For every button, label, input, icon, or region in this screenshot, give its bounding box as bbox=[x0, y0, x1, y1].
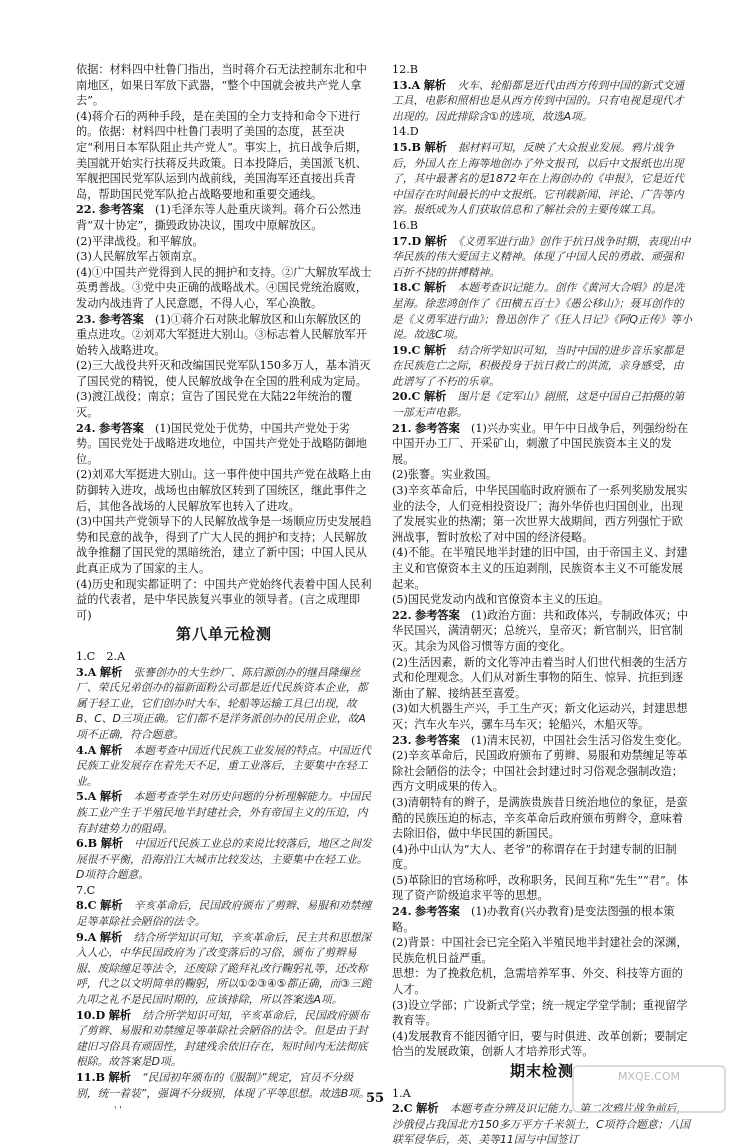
answer-line: (2)张謇。实业救国。 bbox=[392, 468, 498, 482]
question-number: 21. bbox=[392, 420, 412, 435]
answer-line: 1.A bbox=[392, 1086, 411, 1100]
analysis-tag: 解析 bbox=[424, 139, 447, 154]
footer-mark: ' ' bbox=[114, 1106, 122, 1116]
answer-line: 思想：为了挽救危机，急需培养军事、外交、科技等方面的人才。 bbox=[392, 967, 683, 997]
question-number: 2.C bbox=[392, 1101, 413, 1116]
reference-answer-tag: 参考答案 bbox=[415, 904, 460, 919]
answer-item bbox=[76, 202, 372, 233]
reference-answer-tag: 参考答案 bbox=[415, 420, 460, 435]
answer-line: (2)辛亥革命后，民国政府颁布了剪辫、易服和劝禁缠足等革除社会陋俗的法令；中国社会封建过时习俗观念强制改造；西方文明成果的传入。 bbox=[392, 749, 688, 794]
item-body: (1)①蒋介石对陕北解放区和山东解放区的重点进攻。②刘邓大军挺进大别山。③标志着人民解放军开始转入战略进攻。 bbox=[76, 312, 367, 357]
item-body: 结合所学知识可知，辛亥革命后，民主共和思想深入人心，中华民国政府为了改变落后的习俗，颁布了剪辫易服、废除缠足等法令，还废除了跪拜礼改行鞠躬礼等，还改称呼，代之以文明简单的鞠躬，所以①②③④⑤都正确，而③三跪九叩之礼不是民国时期的，应该排除，所以答案选A项。 bbox=[76, 930, 372, 1007]
analysis-tag: 解析 bbox=[423, 280, 447, 295]
analysis-item bbox=[76, 836, 372, 883]
item-body: 中国近代民族工业总的来说比较落后，地区之间发展很不平衡，沿海沿江大城市比较发达，主要集中在轻工业。D项符合题意。 bbox=[76, 837, 372, 882]
item-body: (1)兴办实业。甲午中日战争后，列强纷纷在中国开办工厂、开采矿山，刺激了中国民族资本主义的发展。 bbox=[392, 421, 689, 466]
analysis-tag: 解析 bbox=[99, 929, 123, 944]
watermark-text: MXQE.COM bbox=[618, 1070, 680, 1083]
reference-answer-tag: 参考答案 bbox=[99, 311, 144, 326]
answer-line: 1.C 2.A bbox=[76, 649, 126, 663]
item-body: 火车、轮船都是近代由西方传到中国的新式交通工具，电影和照相也是从西方传到中国的。只有电视是现代才出现的。因此排除含①的选项，故选A项。 bbox=[392, 78, 685, 123]
question-number: 15.B bbox=[392, 139, 421, 154]
reference-answer-tag: 参考答案 bbox=[415, 607, 460, 622]
item-body: (1)国民党处于优势，中国共产党处于劣势。国民党处于战略进攻地位，中国共产党处于战略防御地位。 bbox=[76, 421, 367, 466]
question-number: 6.B bbox=[76, 836, 98, 851]
question-number: 20.C bbox=[392, 389, 421, 404]
question-number: 11.B bbox=[76, 1070, 105, 1084]
analysis-tag: 解析 bbox=[416, 1101, 439, 1116]
answer-line: (4)蒋介石的两种手段，是在美国的全力支持和命令下进行的。依据：材料四中杜鲁门表明了美国的态度，甚至决定“利用日本军队阻止共产党人”。事实上，抗日战争后期，美国就开始实行扶蒋反共政策。日本投降后，美国派飞机、军舰把国民党军队运到内战前线，美国海军还直接出兵青岛，帮助国民党军队抢占战略要地和重要交通线。 bbox=[76, 109, 368, 201]
analysis-item bbox=[392, 389, 692, 420]
analysis-tag: 解析 bbox=[423, 77, 447, 92]
item-body: 本题考查学生对历史问题的分析理解能力。中国民族工业产生于半殖民地半封建社会，外有帝国主义的压迫，内有封建势力的阻碍。 bbox=[76, 790, 372, 835]
answer-line: (4)不能。在半殖民地半封建的旧中国，由于帝国主义、封建主义和官僚资本主义的压迫剥削，民族资本主义不可能发展起来。 bbox=[392, 546, 688, 591]
item-body: 本题考查分辨及识记能力。第二次鸦片战争前后，沙俄侵占我国北方150多万平方千米领土，C项符合题意；八国联军侵华后，英、美等11国与中国签订 bbox=[392, 1102, 691, 1147]
question-number: 24. bbox=[76, 420, 96, 435]
answer-line: (3)辛亥革命后，中华民国临时政府颁布了一系列奖励发展实业的法令，人们竞相投资设厂；海外华侨也归国创业，出现了发展实业的热潮；第一次世界大战期间，西方列强忙于欧洲战事，暂时放松了对中国的经济侵略。 bbox=[392, 484, 688, 544]
question-number: 4.A bbox=[76, 742, 97, 757]
analysis-tag: 解析 bbox=[108, 1070, 131, 1084]
item-body: 本题考查中国近代民族工业发展的特点。中国近代民族工业发展存在着先天不足，重工业落后，主要集中在轻工业。 bbox=[76, 743, 372, 788]
answer-line: (3)中国共产党领导下的人民解放战争是一场顺应历史发展趋势和民意的战争，得到了广大人民的拥护和支持；人民解放战争推翻了国民党的黑暗统治，建立了新中国；中国人民从此真正成为了国家的主人。 bbox=[76, 515, 372, 575]
reference-answer-tag: 参考答案 bbox=[99, 202, 144, 217]
answer-line: 7.C bbox=[76, 883, 96, 897]
analysis-tag: 解析 bbox=[100, 898, 123, 913]
question-number: 5.A bbox=[76, 789, 97, 804]
analysis-item bbox=[76, 898, 372, 929]
analysis-item bbox=[76, 789, 372, 836]
analysis-tag: 解析 bbox=[424, 233, 448, 248]
reference-answer-tag: 参考答案 bbox=[415, 732, 460, 747]
answer-line: (4)①中国共产党得到人民的拥护和支持。②广大解放军战士英勇善战。③党中央正确的战略战术。④国民党统治腐败，发动内战违背了人民意愿，不得人心，军心涣散。 bbox=[76, 265, 372, 310]
left-column bbox=[76, 62, 372, 1101]
answer-line: (4)发展教育不能因循守旧，要与时俱进、改革创新；要制定恰当的发展政策，创新人才培养形式等。 bbox=[392, 1029, 688, 1059]
analysis-item bbox=[392, 234, 692, 281]
answer-line: (4)孙中山认为“大人、老爷”的称谓存在于封建专制的旧制度。 bbox=[392, 842, 677, 872]
analysis-tag: 解析 bbox=[100, 836, 124, 851]
analysis-item bbox=[76, 1008, 372, 1070]
analysis-item bbox=[392, 140, 692, 218]
analysis-item bbox=[76, 743, 372, 790]
analysis-item bbox=[392, 280, 692, 342]
answer-line: 16.B bbox=[392, 218, 419, 232]
answer-item bbox=[392, 421, 692, 468]
item-body: 辛亥革命后，民国政府颁布了剪辫、易服和劝禁缠足等革除社会陋俗的法令。 bbox=[76, 899, 372, 929]
answer-line: (2)生活因素，新的文化等冲击着当时人们世代相袭的生活方式和伦理观念。人们从对新生事物的陌生、惊异、抗拒到逐渐由了解、接纳甚至喜爱。 bbox=[392, 655, 688, 700]
item-body: 本题考查识记能力。创作《黄河大合唱》的是冼星海。徐悲鸿创作了《田横五百士》《愚公移山》；聂耳创作的是《义勇军进行曲》；鲁迅创作了《狂人日记》《阿Q正传》等小说。故选C项。 bbox=[392, 281, 693, 342]
question-number: 18.C bbox=[392, 280, 421, 295]
answer-line: (3)设立学部；广设新式学堂；统一规定学堂学制；重视留学教育等。 bbox=[392, 998, 688, 1028]
answer-line: (5)革除旧的官场称呼，改称职务，民间互称“先生”“君”。体现了资产阶级追求平等的思想。 bbox=[392, 873, 689, 903]
item-body: “民国初年颁布的《服制》”规定，官员不分级别，统一着装”，强调不分级别，体现了平等思想。故选B项。 bbox=[76, 1071, 370, 1100]
answer-line: 12.B bbox=[392, 63, 419, 76]
question-number: 13.A bbox=[392, 77, 421, 92]
analysis-tag: 解析 bbox=[99, 742, 123, 757]
analysis-item bbox=[392, 78, 692, 125]
answer-item bbox=[392, 608, 692, 655]
item-body: 图片是《定军山》剧照，这是中国自己拍摄的第一部无声电影。 bbox=[392, 390, 685, 420]
answer-line: (3)人民解放军占领南京。 bbox=[76, 250, 204, 264]
analysis-tag: 解析 bbox=[99, 664, 123, 679]
item-body: 据材料可知，反映了大众报业发展。鸦片战争后，外国人在上海等地创办了外文报刊，以后中文报纸也出现了，其中最著名的是1872年在上海创办的《申报》，它是近代中国存在时间最长的中文报纸。它刊载新闻、评论、广告等内容。报纸成为人们获取信息和了解社会的主要传媒工具。 bbox=[392, 140, 684, 217]
answer-item bbox=[76, 312, 372, 359]
item-body: (1)政治方面：共和政体兴，专制政体灭；中华民国兴，满清朝灭；总统兴，皇帝灭；新官制兴，旧官制灭。其余为风俗习惯等方面的变化。 bbox=[392, 608, 689, 653]
item-body: (1)毛泽东等人赴重庆谈判。蒋介石公然违背“双十协定”，撕毁政协决议，围攻中原解放区。 bbox=[76, 203, 362, 232]
analysis-tag: 解析 bbox=[108, 1007, 132, 1022]
question-number: 8.C bbox=[76, 898, 97, 913]
answer-line: (4)历史和现实都证明了：中国共产党始终代表着中国人民利益的代表者，是中华民族复兴事业的领导者。(言之成理即可) bbox=[76, 577, 372, 622]
analysis-tag: 解析 bbox=[423, 342, 447, 357]
question-number: 17.D bbox=[392, 233, 422, 248]
item-body: (1)清末民初，中国社会生活习俗发生变化。 bbox=[471, 733, 689, 747]
analysis-tag: 解析 bbox=[99, 789, 123, 804]
section-heading: 第八单元检测 bbox=[175, 625, 272, 644]
question-number: 23. bbox=[392, 732, 412, 747]
answer-item bbox=[76, 421, 372, 468]
item-body: 张謇创办的大生纱厂、陈启源创办的继昌隆缫丝厂、荣氏兄弟创办的福新面粉公司都是近代民族资本企业，都属于轻工业，它们创办时大车、轮船等运输工具已出现，故B、C、D三项正确。它们都不是洋务派创办的民用企业，故A项不正确，符合题意。 bbox=[76, 665, 368, 741]
analysis-item bbox=[76, 665, 372, 743]
section-heading: 期末检测 bbox=[509, 1062, 574, 1080]
answer-line: (3)渡江战役；南京；宣告了国民党在大陆22年统治的覆灭。 bbox=[76, 390, 353, 420]
question-number: 24. bbox=[392, 904, 412, 919]
question-number: 3.A bbox=[76, 664, 97, 679]
answer-line: 14.D bbox=[392, 125, 419, 139]
answer-line: (3)清朝特有的辫子，是满族贵族昔日统治地位的象征，是蛮酷的民族压迫的标志，辛亥革命后政府颁布剪辫令，意味着去除旧俗，做中华民国的新国民。 bbox=[392, 795, 688, 841]
page-number: 55 bbox=[365, 1091, 385, 1106]
right-column bbox=[392, 62, 692, 1148]
answer-line: (5)国民党发动内战和官僚资本主义的压迫。 bbox=[392, 593, 610, 607]
reference-answer-tag: 参考答案 bbox=[99, 420, 144, 435]
analysis-tag: 解析 bbox=[423, 389, 447, 404]
item-body: (1)办教育(兴办教育)是变法图强的根本策略。 bbox=[392, 905, 675, 934]
analysis-item bbox=[76, 930, 372, 1008]
answer-line: (2)三大战役共歼灭和改编国民党军队150多万人，基本消灭了国民党的精锐，使人民解放战争在全国的胜利成为定局。 bbox=[76, 359, 371, 388]
answer-line: (2)刘邓大军挺进大别山。这一事件使中国共产党在战略上由防御转入进攻，战场也由解放区转到了国统区，继此事件之后，其他各战场的人民解放军也转入了进攻。 bbox=[76, 468, 372, 513]
question-number: 9.A bbox=[76, 929, 97, 944]
item-body: 《义勇军进行曲》创作于抗日战争时期，表现出中华民族的伟大爱国主义精神。体现了中国人民的勇敢、顽强和百折不挠的拼搏精神。 bbox=[392, 234, 691, 279]
question-number: 10.D bbox=[76, 1007, 106, 1022]
answer-line: (3)如大机器生产兴，手工生产灭；新文化运动兴，封建思想灭；汽车火车兴，骡车马车灭；轮船兴，木船灭等。 bbox=[392, 702, 688, 731]
answer-item bbox=[392, 733, 692, 749]
item-body: 结合所学知识可知，当时中国的进步音乐家都是在民族危亡之际，积极投身于抗日救亡的洪流，亲身感受，由此谱写了不朽的乐章。 bbox=[392, 343, 685, 388]
question-number: 22. bbox=[76, 202, 96, 217]
answer-line: (2)平津战役。和平解放。 bbox=[76, 234, 204, 248]
question-number: 23. bbox=[76, 311, 96, 326]
answer-line: 依据：材料四中杜鲁门指出，当时蒋介石无法控制东北和中南地区，如果日军放下武器，“整个中国就会被共产党人拿去”。 bbox=[76, 63, 367, 108]
answer-item bbox=[392, 904, 692, 935]
question-number: 22. bbox=[392, 607, 412, 622]
analysis-item bbox=[392, 343, 692, 390]
item-body: 结合所学知识可知，辛亥革命后，民国政府颁布了剪辫、易服和劝禁缠足等革除社会陋俗的法令。但是由于封建旧习俗具有顽固性，封建残余依旧存在，短时间内无法彻底根除。故答案是D项。 bbox=[76, 1008, 370, 1069]
answer-line: (2)背景：中国社会已完全陷入半殖民地半封建社会的深渊，民族危机日益严重。 bbox=[392, 936, 688, 965]
watermark-logo bbox=[572, 1065, 726, 1113]
question-number: 19.C bbox=[392, 342, 421, 357]
